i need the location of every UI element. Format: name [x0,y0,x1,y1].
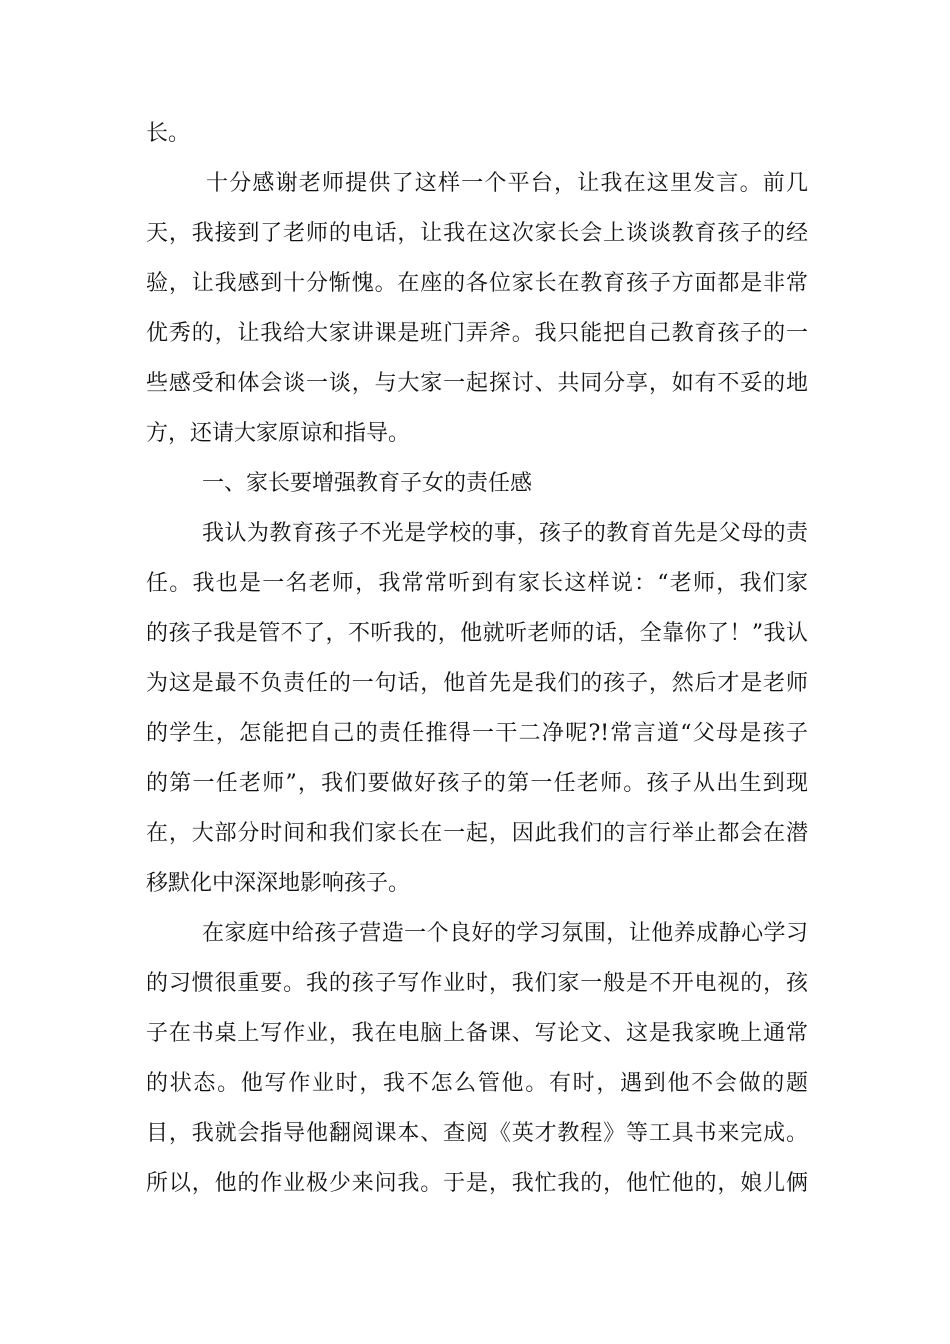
text-line: 优秀的，让我给大家讲课是班门弄斧。我只能把自己教育孩子的一 [146,321,808,346]
section-heading: 一、家长要增强教育子女的责任感 [202,471,533,496]
text-line: 子在书桌上写作业，我在电脑上备课、写论文、这是我家晚上通常 [146,1021,808,1046]
text-line: 长。 [146,121,191,146]
text-line: 的状态。他写作业时，我不怎么管他。有时，遇到他不会做的题 [146,1071,808,1096]
text-line: 移默化中深深地影响孩子。 [146,871,411,896]
text-line: 在，大部分时间和我们家长在一起，因此我们的言行举止都会在潜 [146,821,808,846]
text-line: 天，我接到了老师的电话，让我在这次家长会上谈谈教育孩子的经 [146,221,808,246]
text-line: 为这是最不负责任的一句话，他首先是我们的孩子，然后才是老师 [146,671,808,696]
text-line: 我认为教育孩子不光是学校的事，孩子的教育首先是父母的责 [202,521,808,546]
text-line: 十分感谢老师提供了这样一个平台，让我在这里发言。前几 [206,171,808,196]
text-line: 所以，他的作业极少来问我。于是，我忙我的，他忙他的，娘儿俩 [146,1171,808,1196]
body-text [146,0,808,1344]
text-line: 目，我就会指导他翻阅课本、查阅《英才教程》等工具书来完成。 [146,1121,808,1146]
text-line: 些感受和体会谈一谈，与大家一起探讨、共同分享，如有不妥的地 [146,371,808,396]
text-line: 任。我也是一名老师，我常常听到有家长这样说：“老师，我们家 [146,571,808,596]
text-line: 在家庭中给孩子营造一个良好的学习氛围，让他养成静心学习 [202,921,808,946]
text-line: 验，让我感到十分惭愧。在座的各位家长在教育孩子方面都是非常 [146,271,808,296]
text-line: 的第一任老师”，我们要做好孩子的第一任老师。孩子从出生到现 [146,771,808,796]
text-line: 的学生，怎能把自己的责任推得一干二净呢?!常言道“父母是孩子 [146,721,808,746]
text-line: 的孩子我是管不了，不听我的，他就听老师的话，全靠你了！”我认 [146,621,808,646]
text-line: 方，还请大家原谅和指导。 [146,421,411,446]
text-line: 的习惯很重要。我的孩子写作业时，我们家一般是不开电视的，孩 [146,971,808,996]
